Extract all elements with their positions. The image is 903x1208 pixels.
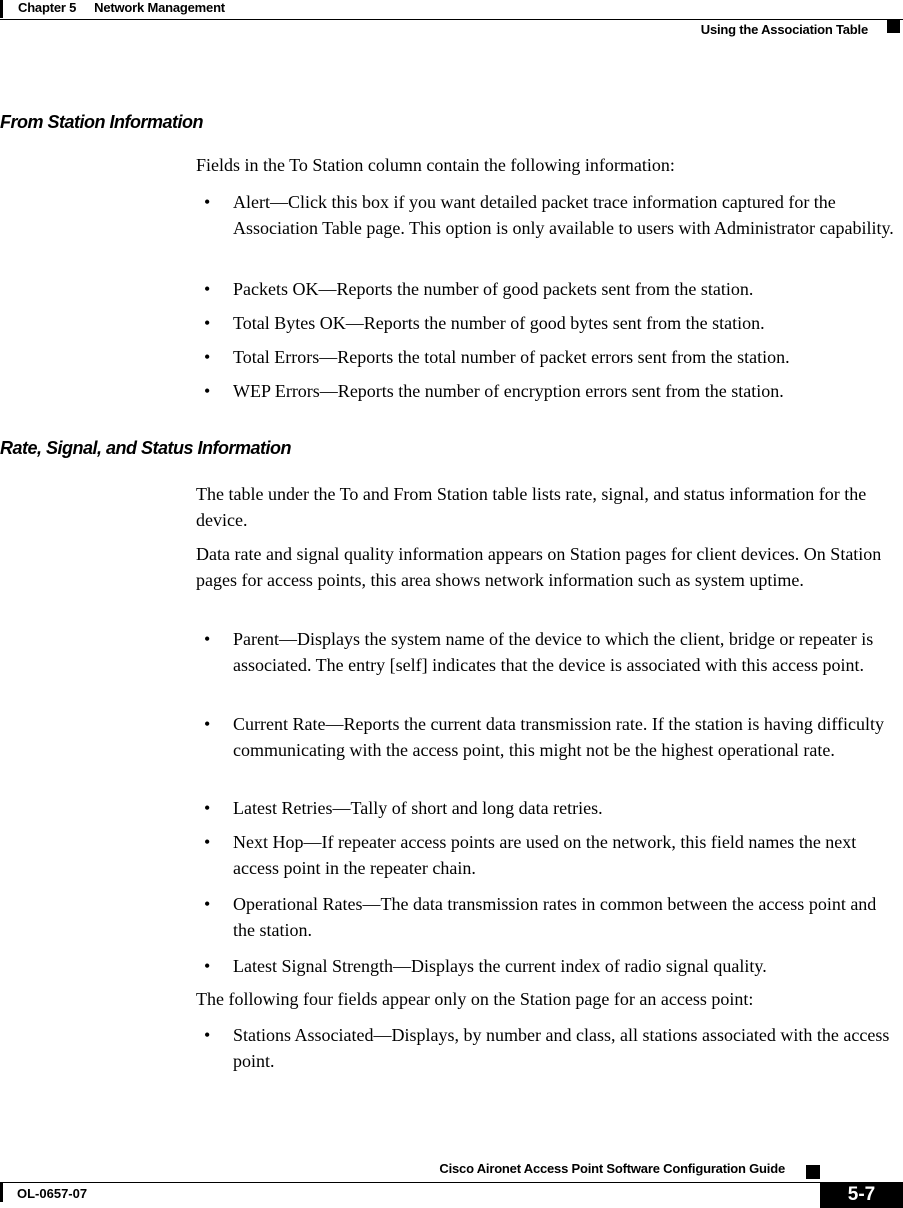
running-header-section: Using the Association Table [700, 22, 868, 37]
section-heading-from-station: From Station Information [0, 112, 203, 132]
bullet-icon: • [204, 313, 211, 333]
list-item: • Total Errors—Reports the total number of packet errors sent from the station. [196, 344, 901, 370]
footer-rule [0, 1182, 820, 1183]
section1-intro: Fields in the To Station column contain the following information: [196, 155, 675, 175]
chapter-title: Network Management [94, 0, 225, 15]
section2-para3: The following four fields appear only on the Station page for an access point: [196, 989, 754, 1009]
bullet-icon: • [204, 381, 211, 401]
list-item: • Latest Signal Strength—Displays the current index of radio signal quality. [196, 953, 901, 979]
running-header-chapter [18, 0, 243, 15]
bullet-icon: • [204, 798, 211, 818]
footer-guide-title: Cisco Aironet Access Point Software Configuration Guide [439, 1161, 785, 1176]
section2-para2: Data rate and signal quality information appears on Station pages for client devices. On Station pages for access points, this area shows network information such as system uptime. [196, 544, 882, 590]
bullet-icon: • [204, 1025, 211, 1045]
bullet-icon: • [204, 629, 211, 649]
bullet-icon: • [204, 894, 211, 914]
list-item: • WEP Errors—Reports the number of encryption errors sent from the station. [196, 378, 901, 404]
chapter-label: Chapter 5 [18, 0, 77, 15]
list-item: • Parent—Displays the system name of the device to which the client, bridge or repeater is associated. The entry [self] indicates that the device is associated with this access point. [196, 626, 901, 678]
bullet-icon: • [204, 347, 211, 367]
section-heading-rate-signal-status: Rate, Signal, and Status Information [0, 438, 292, 458]
bullet-icon: • [204, 956, 211, 976]
header-marker-box [887, 20, 900, 33]
bullet-icon: • [204, 279, 211, 299]
section2-para1: The table under the To and From Station table lists rate, signal, and status information for the device. [196, 484, 867, 530]
list-item: • Stations Associated—Displays, by number and class, all stations associated with the access point. [196, 1022, 901, 1074]
header-rule [0, 19, 903, 20]
page-number: 5-7 [820, 1182, 903, 1208]
bullet-icon: • [204, 714, 211, 734]
footer-marker-box [806, 1165, 820, 1179]
list-item: • Total Bytes OK—Reports the number of good bytes sent from the station. [196, 310, 901, 336]
footer-left-bar [0, 1183, 3, 1202]
list-item: • Next Hop—If repeater access points are used on the network, this field names the next access point in the repeater chain. [196, 829, 901, 881]
list-item: • Alert—Click this box if you want detailed packet trace information captured for the Association Table page. This option is only available to users with Administrator capability. [196, 189, 901, 241]
footer-doc-number: OL-0657-07 [17, 1186, 88, 1201]
list-item: • Latest Retries—Tally of short and long data retries. [196, 795, 901, 821]
list-item: • Current Rate—Reports the current data transmission rate. If the station is having difficulty communicating with the access point, this might not be the highest operational rate. [196, 711, 901, 763]
bullet-icon: • [204, 832, 211, 852]
bullet-icon: • [204, 192, 211, 212]
list-item: • Operational Rates—The data transmission rates in common between the access point and the station. [196, 891, 901, 943]
header-left-bar [0, 0, 3, 18]
list-item: • Packets OK—Reports the number of good packets sent from the station. [196, 276, 901, 302]
